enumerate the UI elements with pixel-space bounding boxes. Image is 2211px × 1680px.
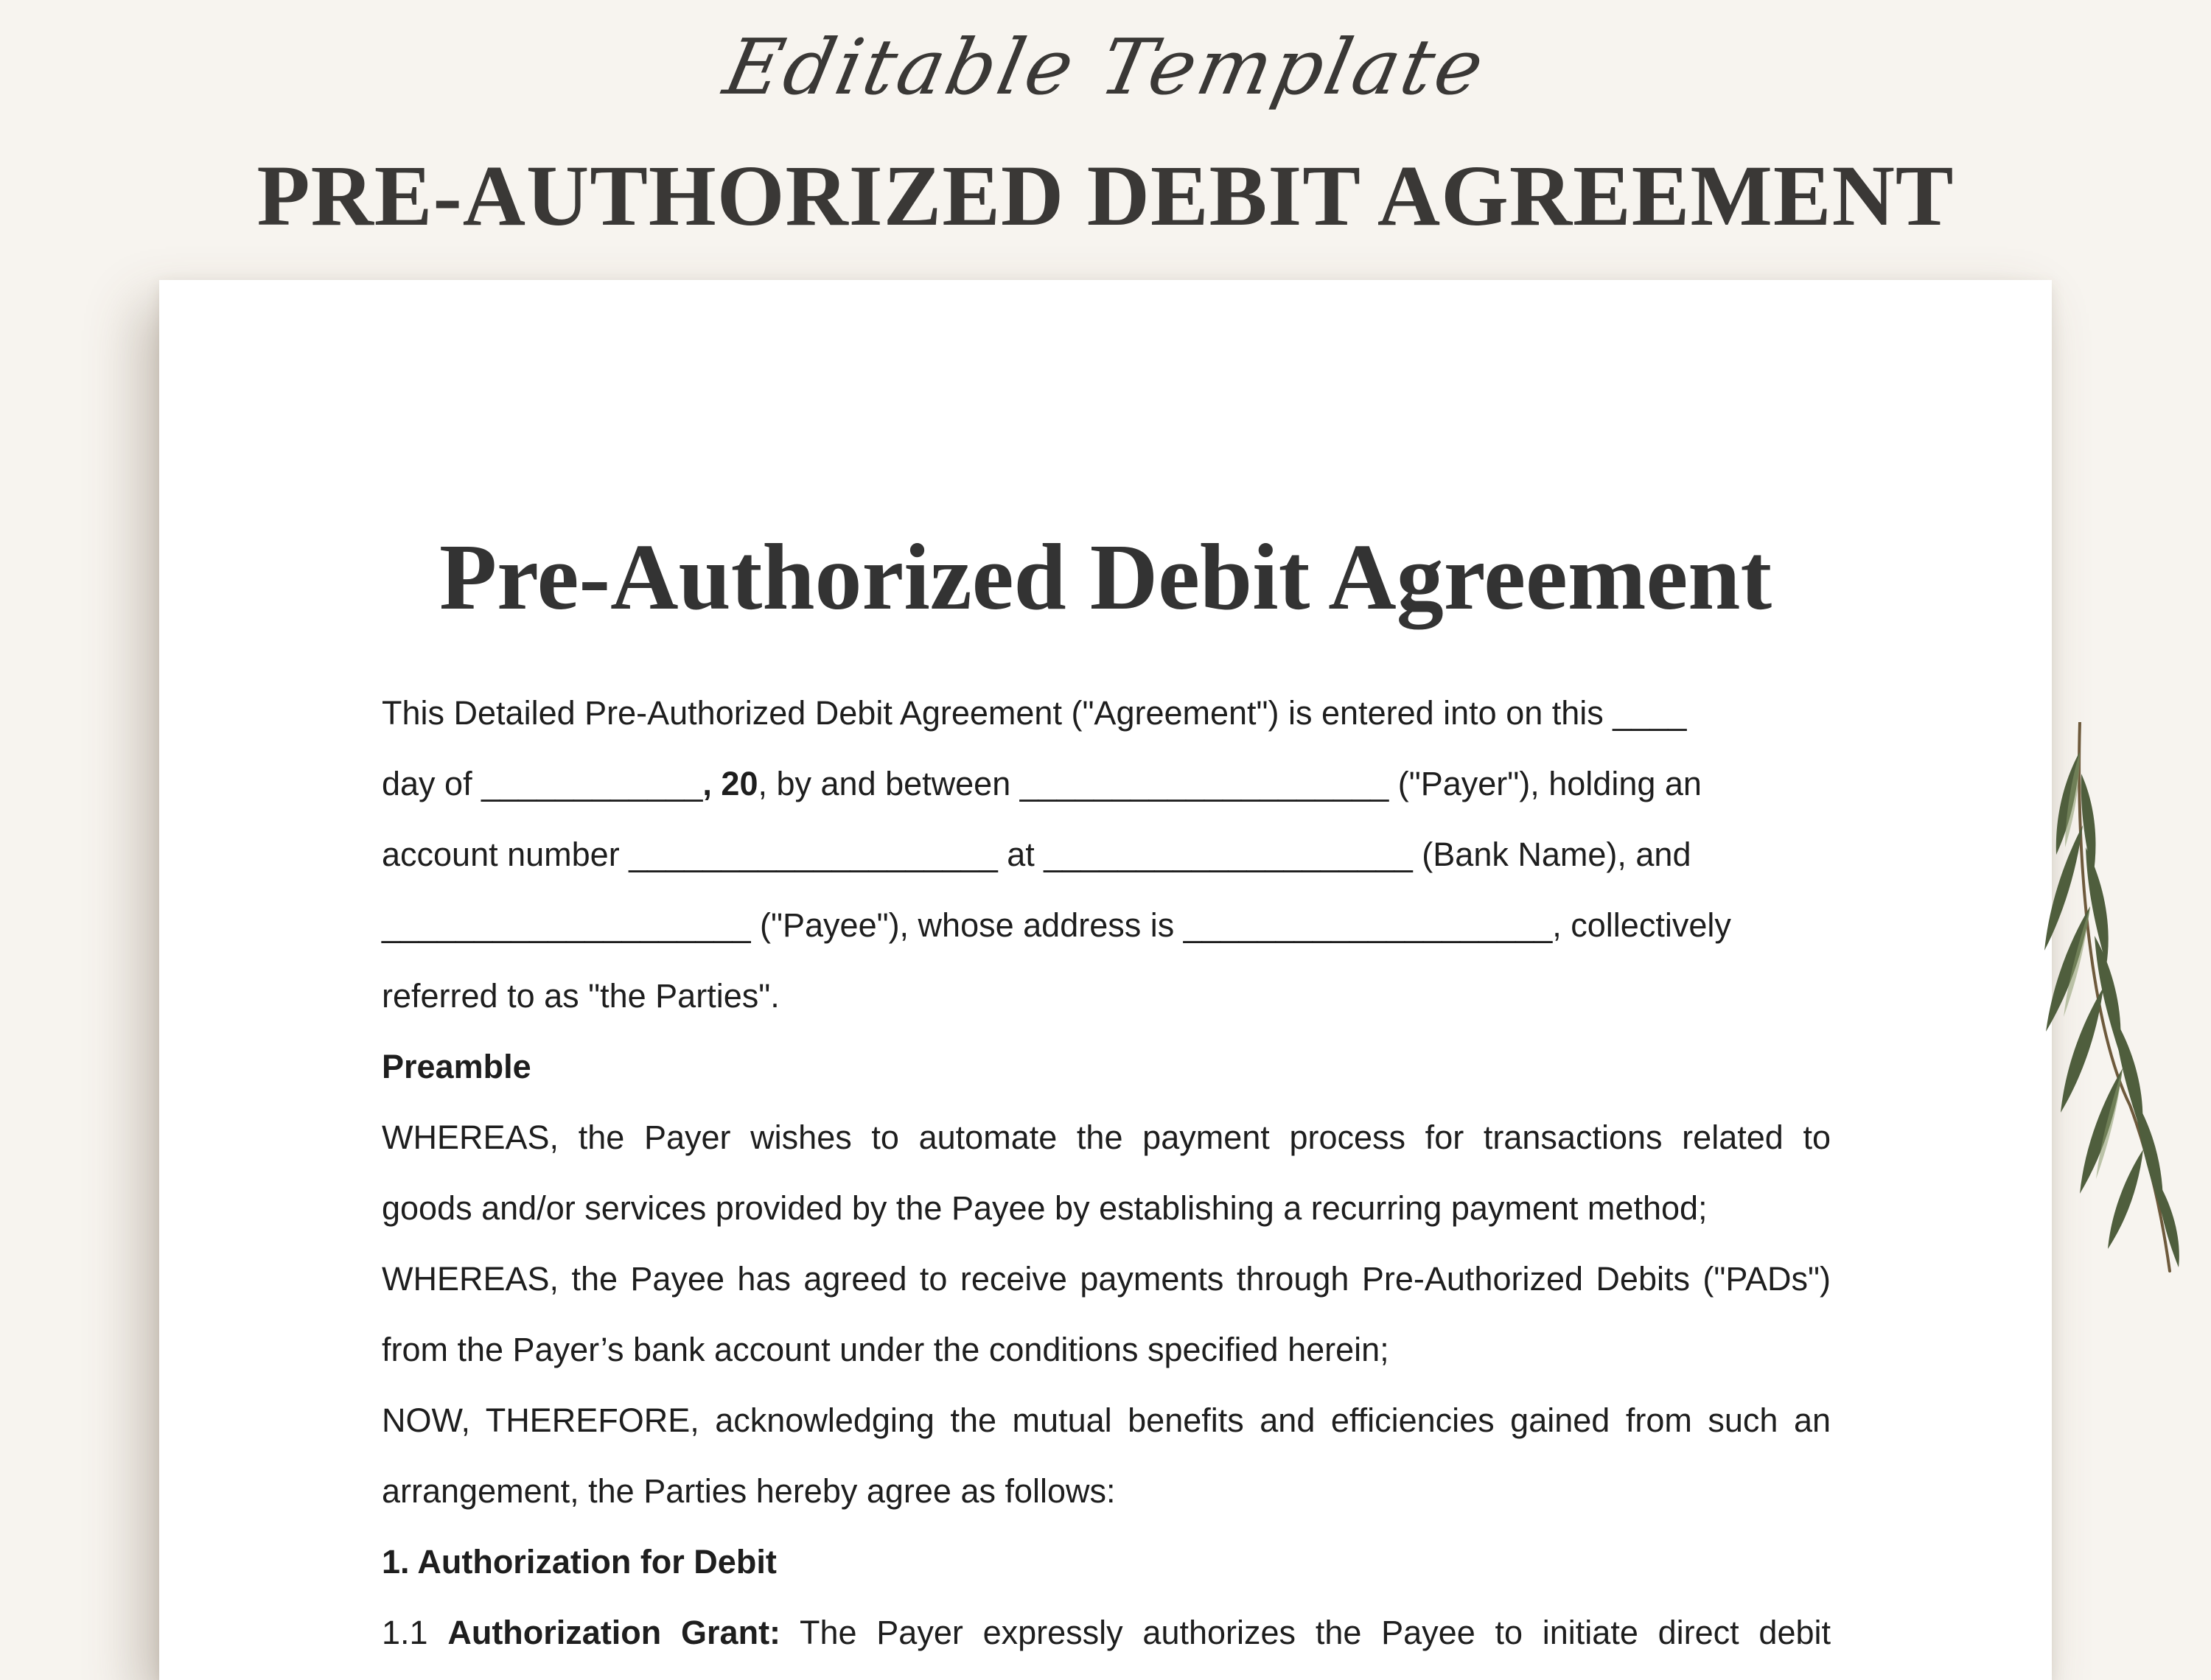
whereas-2-line-2: from the Payer’s bank account under the conditions specified herein; bbox=[382, 1331, 1389, 1368]
therefore-line-2: arrangement, the Parties hereby agree as follows: bbox=[382, 1472, 1116, 1510]
preamble-heading: Preamble bbox=[382, 1048, 531, 1085]
whereas-2-line-1: WHEREAS, the Payee has agreed to receive payments through Pre-Authorized Debits ("PADs") bbox=[382, 1260, 1831, 1298]
intro-line-1: This Detailed Pre-Authorized Debit Agreement ("Agreement") is entered into on this ____ bbox=[382, 694, 1687, 732]
intro-line-4: ____________________ ("Payee"), whose address is ____________________, collectively bbox=[382, 906, 1731, 944]
document-body bbox=[382, 678, 1831, 1668]
clause-1-1-number: 1.1 bbox=[382, 1614, 448, 1651]
clause-1-1-label: Authorization Grant: bbox=[447, 1614, 781, 1651]
whereas-1-line-1: WHEREAS, the Payer wishes to automate the payment process for transactions related to bbox=[382, 1119, 1831, 1156]
script-heading: Editable Template bbox=[716, 22, 1495, 112]
intro-line-2-b: , by and between ____________________ ("Payer"), holding an bbox=[758, 765, 1702, 802]
document-page bbox=[159, 280, 2052, 1680]
banner-title: PRE-AUTHORIZED DEBIT AGREEMENT bbox=[256, 147, 1955, 244]
intro-line-2-a: day of ____________ bbox=[382, 765, 703, 802]
section-1-heading: 1. Authorization for Debit bbox=[382, 1543, 777, 1581]
intro-line-2 bbox=[382, 749, 1831, 819]
clause-1-1-text: The Payer expressly authorizes the Payee to initiate direct debit bbox=[780, 1614, 1831, 1651]
rosemary-branch-decoration bbox=[2012, 722, 2189, 1282]
intro-line-2-year: , 20 bbox=[702, 765, 758, 802]
intro-line-3: account number ____________________ at ____________________ (Bank Name), and bbox=[382, 836, 1691, 873]
document-title: Pre-Authorized Debit Agreement bbox=[439, 525, 1772, 629]
intro-line-5: referred to as "the Parties". bbox=[382, 977, 780, 1015]
therefore-line-1: NOW, THEREFORE, acknowledging the mutual benefits and efficiencies gained from such an bbox=[382, 1401, 1831, 1439]
whereas-1-line-2: goods and/or services provided by the Payee by establishing a recurring payment method; bbox=[382, 1189, 1708, 1227]
